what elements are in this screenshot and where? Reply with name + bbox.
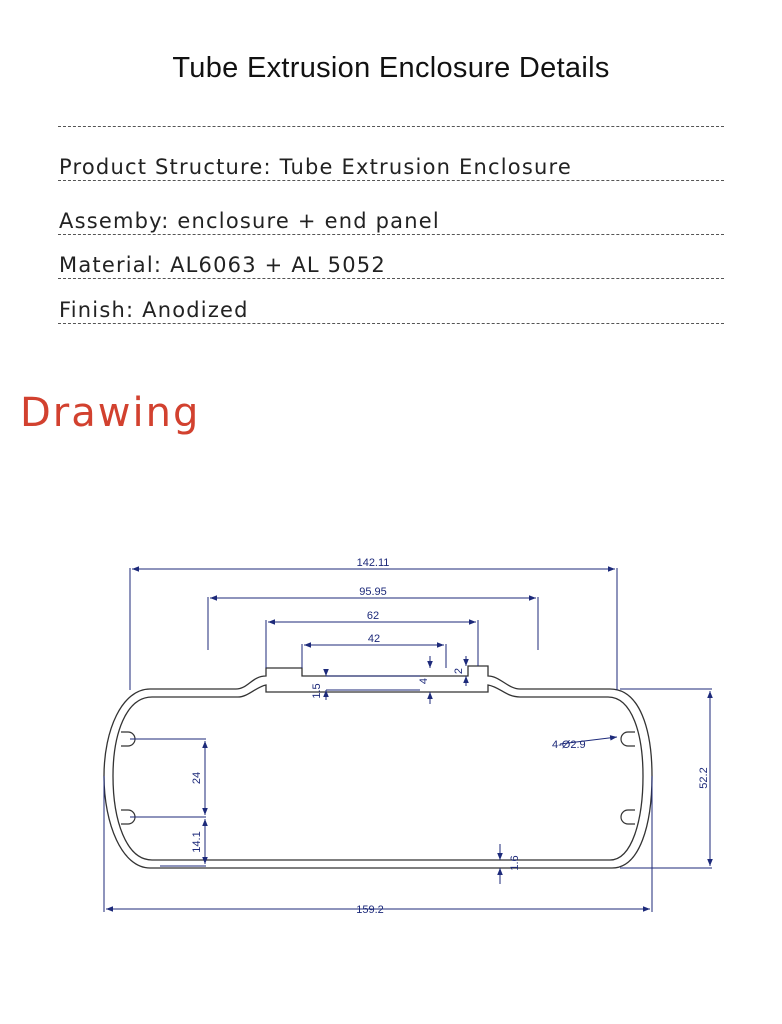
dim-label-hole-spacing: 24 xyxy=(191,771,203,785)
technical-drawing xyxy=(0,540,782,940)
drawing-heading: Drawing xyxy=(20,390,201,436)
dim-label-hole-bottom-offset: 14.1 xyxy=(191,831,203,853)
dim-label-holes: 4-Ø2.9 xyxy=(552,739,586,751)
spec-row-finish xyxy=(58,297,724,324)
enclosure-profile xyxy=(104,666,652,871)
spec-separator: : xyxy=(153,253,171,277)
spec-row-structure xyxy=(58,154,724,181)
spec-value: AL6063 + AL 5052 xyxy=(170,253,386,277)
spec-label: Material xyxy=(59,253,154,277)
dim-label-inner-width: 95.95 xyxy=(359,586,387,598)
dim-label-slot-outer-width: 62 xyxy=(366,610,380,622)
dim-label-slot-offset: 2 xyxy=(453,667,465,675)
spec-separator: : xyxy=(161,209,178,233)
spec-value: enclosure + end panel xyxy=(177,209,440,233)
spec-separator: : xyxy=(125,298,143,322)
hole-bottom-right xyxy=(621,810,635,824)
spec-label: Finish xyxy=(59,298,126,322)
spec-value: Tube Extrusion Enclosure xyxy=(279,155,572,179)
dim-label-height: 52.2 xyxy=(698,767,710,789)
dim-label-slot-depth: 1.5 xyxy=(311,683,323,699)
spec-label: Product Structure xyxy=(59,155,264,179)
dim-label-slot-height: 4 xyxy=(418,677,430,685)
spec-row-material xyxy=(58,252,724,279)
spec-row-assembly xyxy=(58,208,724,235)
page-title: Tube Extrusion Enclosure Details xyxy=(172,52,610,84)
spec-table xyxy=(58,126,724,322)
dim-label-overall-width: 159.2 xyxy=(356,904,384,916)
spec-separator: : xyxy=(263,155,280,179)
dim-label-slot-inner-width: 42 xyxy=(367,633,381,645)
spec-top-divider xyxy=(58,126,724,127)
spec-value: Anodized xyxy=(142,298,249,322)
spec-label: Assemby xyxy=(59,209,162,233)
dim-label-wall-thickness: 1.6 xyxy=(509,855,521,871)
hole-top-right xyxy=(621,732,635,746)
dim-label-overall-top-width: 142.11 xyxy=(356,557,390,569)
